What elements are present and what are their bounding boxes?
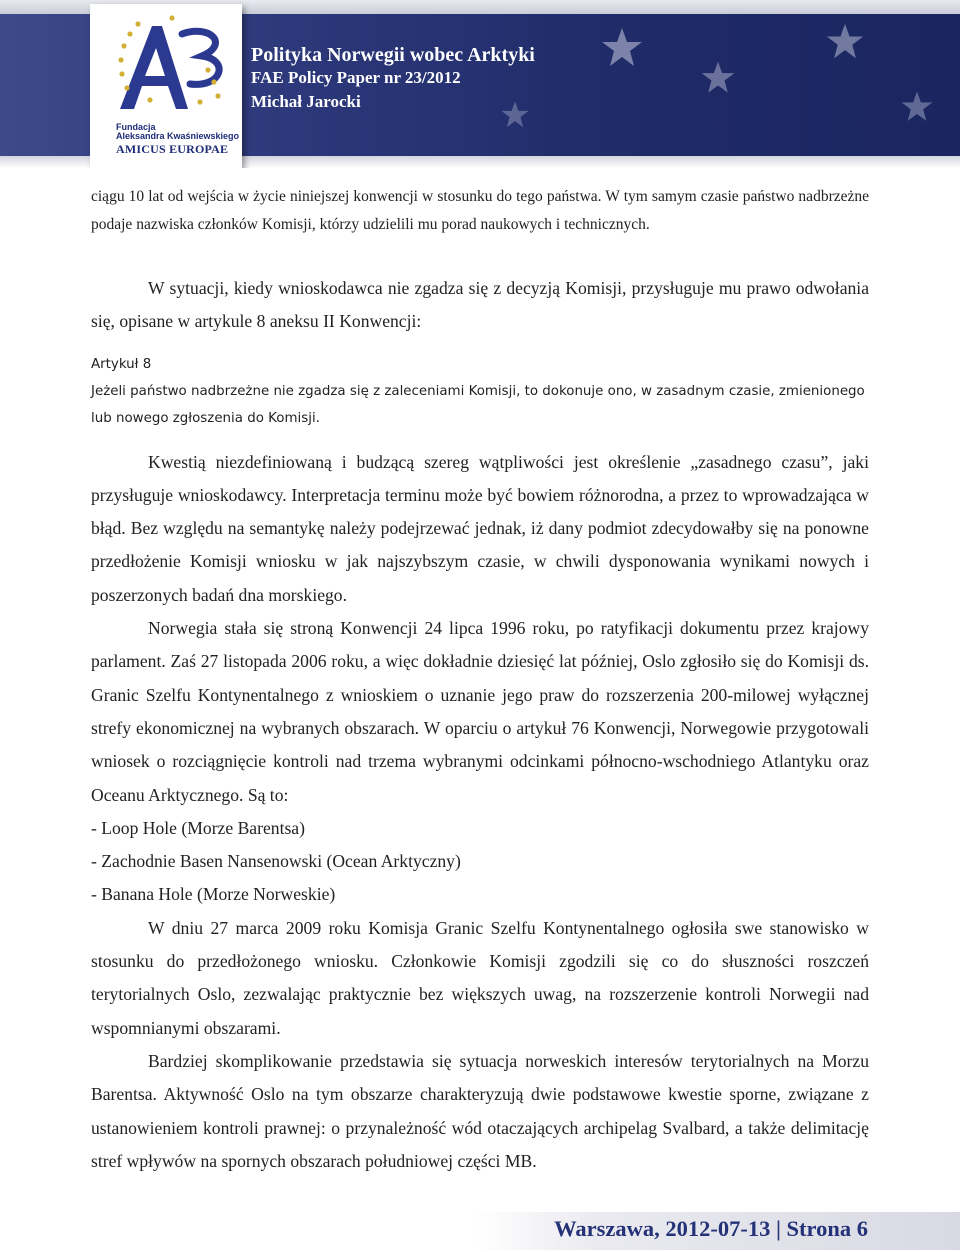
logo-brand-label: AMICUS EUROPAE bbox=[116, 142, 229, 156]
fae-logo-icon bbox=[90, 4, 242, 124]
star-icon bbox=[600, 26, 644, 70]
areas-list bbox=[91, 812, 869, 912]
logo-patron-label: Aleksandra Kwaśniewskiego bbox=[116, 131, 240, 141]
list-item: - Banana Hole (Morze Norweskie) bbox=[91, 884, 336, 905]
star-icon bbox=[700, 60, 736, 96]
logo-foundation-label: Fundacja bbox=[116, 122, 156, 132]
paragraph-norway-submission: Norwegia stała się stroną Konwencji 24 lipca 1996 roku, po ratyfikacji dokumentu przez krajowy parlament. Zaś 27 listopada 2006 roku, a więc dokładnie dziesięć lat później, Oslo zgłosiło się do Komisji ds. Granic Szelfu Kontynentalnego z wnioskiem o uznanie jego praw do rozszerzenia 200-milowej wyłącznej strefy ekonomicznej na wybranych obszarach. W oparciu o artykuł 76 Konwencji, Norwegowie przygotowali wniosek o rozciągnięcie kontroli nad trzema wybranymi odcinkami północno-wschodniego Atlantyku oraz Oceanu Arktycznego. Są to: bbox=[91, 618, 869, 805]
paragraph-commission-decision: W dniu 27 marca 2009 roku Komisja Granic Szelfu Kontynentalnego ogłosiła swe stanowisko w stosunku do przedłożonego wniosku. Członkowie Komisji zgodzili się co do słuszności roszczeń terytorialnych Oslo, zezwalając praktycznie bez większych uwag, na rozszerzenie kontroli Norwegii nad wspomnianymi obszarami. bbox=[91, 917, 869, 1038]
paragraph-reasonable-time: Kwestią niezdefiniowaną i budzącą szereg wątpliwości jest określenie „zasadnego czasu”, jaki przysługuje wnioskodawcy. Interpretacja terminu może być bowiem różnorodna, a przez to wprowadzająca w błąd. Bez względu na semantykę należy podejrzewać jednak, iż dany podmiot zdecydowałby się na ponowne przedłożenie Komisji wniosku w jak najszybszym czasie, w chwili dysponowania wynikami nowych i poszerzonych badań dna morskiego. bbox=[91, 451, 869, 605]
article-heading: Artykuł 8 bbox=[91, 356, 152, 372]
page-footer bbox=[475, 1212, 960, 1250]
page-content bbox=[91, 183, 869, 1178]
star-icon bbox=[825, 22, 865, 62]
star-icon bbox=[900, 90, 934, 124]
paragraph-barents-sea: Bardziej skomplikowanie przedstawia się sytuacja norweskich interesów terytorialnych na Morzu Barentsa. Aktywność Oslo na tym obszarze charakteryzują dwie podstawowe kwestie sporne, związane z ustanowieniem kontroli prawnej: o przynależność wód otaczających archipelag Svalbard, a także delimitację stref wpływów na spornych obszarach południowej części MB. bbox=[91, 1050, 869, 1171]
document-author: Michał Jarocki bbox=[251, 92, 361, 111]
article-text: Jeżeli państwo nadbrzeżne nie zgadza się z zaleceniami Komisji, to dokonuje ono, w zasadnym czasie, zmienionego lub nowego zgłoszenia do Komisji. bbox=[91, 383, 865, 426]
list-item: - Zachodnie Basen Nansenowski (Ocean Arktyczny) bbox=[91, 851, 461, 872]
list-item: - Loop Hole (Morze Barentsa) bbox=[91, 817, 305, 838]
star-icon bbox=[500, 100, 530, 130]
intro-paragraph: ciągu 10 lat od wejścia w życie niniejszej konwencji w stosunku do tego państwa. W tym samym czasie państwo nadbrzeżne podaje nazwiska członków Komisji, którzy udzielili mu porad naukowych i technicznych. bbox=[91, 188, 869, 233]
document-subtitle: FAE Policy Paper nr 23/2012 bbox=[251, 68, 461, 87]
header-banner bbox=[0, 0, 960, 168]
paragraph-appeal: W sytuacji, kiedy wnioskodawca nie zgadza się z decyzją Komisji, przysługuje mu prawo odwołania się, opisane w artykule 8 aneksu II Konwencji: bbox=[91, 278, 869, 332]
document-title: Polityka Norwegii wobec Arktyki bbox=[251, 44, 535, 66]
fae-logo bbox=[90, 4, 242, 168]
footer-date-page: Warszawa, 2012-07-13 | Strona 6 bbox=[554, 1216, 868, 1241]
